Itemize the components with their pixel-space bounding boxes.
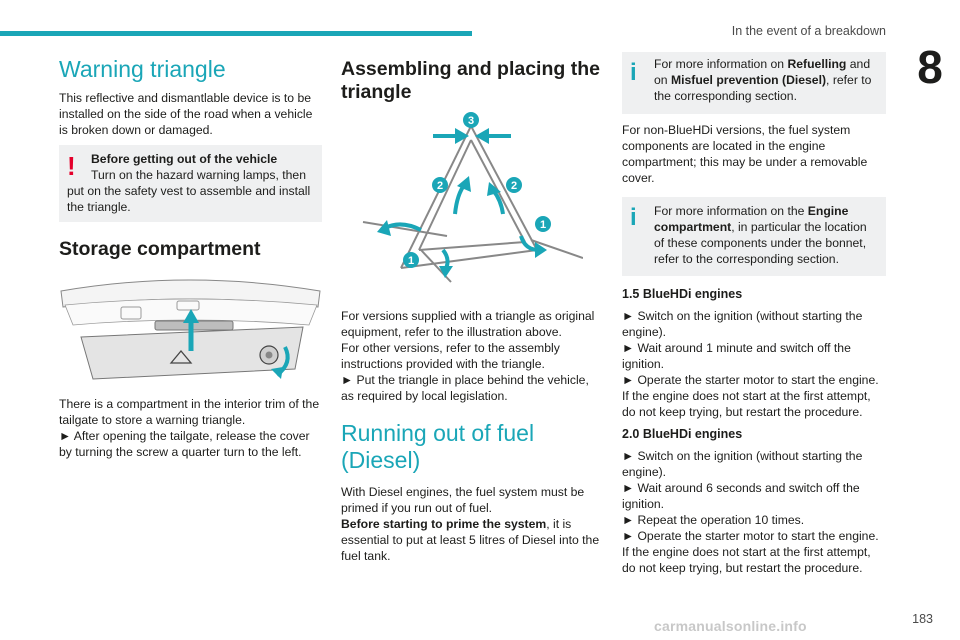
tailgate-storage-illustration	[59, 271, 322, 386]
column-3	[622, 52, 886, 576]
info-refuelling-text: For more information on Refuelling and on Misfuel prevention (Diesel), refer to the corresponding section.	[654, 57, 872, 103]
header-accent-bar	[0, 31, 472, 36]
fuel-heading: Running out of fuel (Diesel)	[341, 420, 535, 473]
storage-text-2: ► After opening the tailgate, release the cover by turning the screw a quarter turn to the left.	[59, 429, 310, 459]
warning-rest: put on the safety vest to assemble and install the triangle.	[67, 184, 311, 214]
intro-paragraph: This reflective and dismantlable device is to be installed on the side of the road when a vehicle is broken down or damaged.	[59, 91, 313, 137]
step: ► Switch on the ignition (without starting the engine).	[622, 309, 863, 339]
step-note: If the engine does not start at the first attempt, do not keep trying, but restart the procedure.	[622, 545, 871, 575]
step: ► Wait around 1 minute and switch off the ignition.	[622, 341, 851, 371]
warning-heading: Before getting out of the vehicle	[91, 152, 278, 166]
page-number: 183	[912, 612, 933, 626]
callout-1-right: 1	[539, 219, 547, 231]
fuel-text-2: Before starting to prime the system, it is essential to put at least 5 litres of Diesel into the fuel tank.	[341, 517, 600, 563]
non-bluehdi-text: For non-BlueHDi versions, the fuel system components are located in the engine compartment; this may be under a removable cover.	[622, 123, 868, 185]
assembly-text-3: ► Put the triangle in place behind the vehicle, as required by local legislation.	[341, 373, 589, 403]
info-i-icon: i	[630, 59, 637, 86]
callout-3: 3	[467, 115, 475, 127]
fuel-text-1: With Diesel engines, the fuel system must be primed if you run out of fuel.	[341, 485, 585, 515]
step: ► Switch on the ignition (without starting the engine).	[622, 449, 863, 479]
exclamation-mark-icon: !	[67, 151, 76, 181]
warning-box	[59, 145, 322, 222]
engine-20-steps	[622, 448, 886, 576]
step: ► Operate the starter motor to start the engine.	[622, 373, 879, 387]
assembly-text-1: For versions supplied with a triangle as original equipment, refer to the illustration above.	[341, 309, 595, 339]
info-box-refuelling	[622, 52, 886, 114]
engine-15-heading: 1.5 BlueHDi engines	[622, 287, 743, 301]
watermark: carmanualsonline.info	[654, 618, 807, 634]
warning-line1: Turn on the hazard warning lamps, then	[91, 168, 306, 182]
info-engine-text: For more information on the Engine compartment, in particular the location of these components under the bonnet, refer to the corresponding section.	[654, 204, 867, 266]
info-i-icon: i	[630, 204, 637, 231]
step: ► Operate the starter motor to start the engine.	[622, 529, 879, 543]
engine-15-steps	[622, 308, 886, 420]
warning-triangle-heading: Warning triangle	[59, 56, 226, 82]
assembly-text-2: For other versions, refer to the assembly instructions provided with the triangle.	[341, 341, 560, 371]
triangle-assembly-illustration	[361, 110, 583, 290]
step: ► Wait around 6 seconds and switch off the ignition.	[622, 481, 860, 511]
column-2	[341, 52, 605, 564]
storage-heading: Storage compartment	[59, 238, 261, 260]
engine-20-heading: 2.0 BlueHDi engines	[622, 427, 743, 441]
section-title: In the event of a breakdown	[731, 24, 886, 38]
storage-text-1: There is a compartment in the interior trim of the tailgate to store a warning triangle.	[59, 397, 320, 427]
step: ► Repeat the operation 10 times.	[622, 513, 805, 527]
column-1	[59, 52, 322, 460]
callout-2-right: 2	[510, 180, 518, 192]
callout-1-left: 1	[407, 255, 415, 267]
assembling-heading: Assembling and placing the triangle	[341, 58, 600, 103]
callout-2-left: 2	[436, 180, 444, 192]
chapter-tab	[900, 38, 960, 96]
step-note: If the engine does not start at the first attempt, do not keep trying, but restart the procedure.	[622, 389, 871, 419]
info-box-engine	[622, 197, 886, 276]
chapter-number: 8	[917, 41, 943, 93]
